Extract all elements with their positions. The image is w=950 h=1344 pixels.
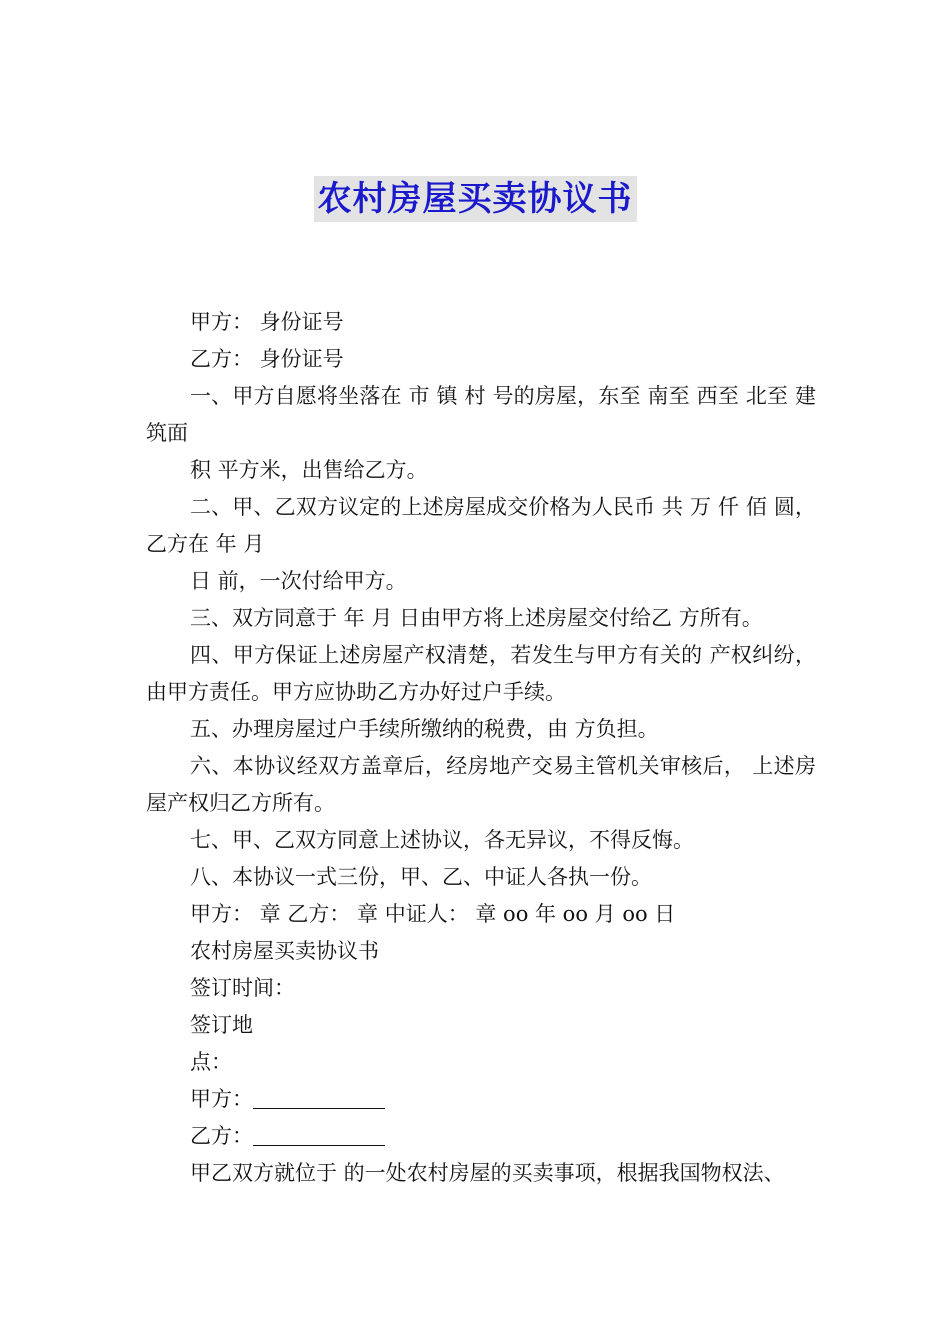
paragraph-clause-3: 三、双方同意于 年 月 日由甲方将上述房屋交付给乙 方所有。 xyxy=(190,606,763,630)
paragraph-signature-line: 甲方： 章 乙方： 章 中证人： 章 oo 年 oo 月 oo 日 xyxy=(190,902,676,926)
paragraph-signing-place: 签订地 xyxy=(190,1013,253,1037)
paragraph-clause-4: 四、甲方保证上述房屋产权清楚，若发生与甲方有关的 产权纠纷，由甲方责任。甲方应协助乙方办好过户手续。 xyxy=(146,643,816,704)
paragraph-clause-1: 一、甲方自愿将坐落在 市 镇 村 号的房屋，东至 南至 西至 北至 建筑面 xyxy=(146,384,816,445)
paragraph-clause-5: 五、办理房屋过户手续所缴纳的税费，由 方负担。 xyxy=(190,717,659,741)
paragraph-signing-place-cont: 点： xyxy=(190,1050,232,1074)
paragraph-party-b-blank xyxy=(146,1118,816,1155)
paragraph-party-b-id: 乙方： 身份证号 xyxy=(190,347,344,371)
paragraph-clause-1-cont: 积 平方米，出售给乙方。 xyxy=(190,458,428,482)
title-container xyxy=(0,176,950,222)
paragraph-signing-time: 签订时间： xyxy=(190,976,295,1000)
paragraph-party-a-id: 甲方： 身份证号 xyxy=(190,310,344,334)
paragraph-clause-7: 七、甲、乙双方同意上述协议，各无异议，不得反悔。 xyxy=(190,828,694,852)
party-a-blank-line xyxy=(253,1086,385,1109)
party-b-blank-line xyxy=(253,1123,385,1146)
document-body xyxy=(146,304,816,1192)
paragraph-clause-6: 六、本协议经双方盖章后，经房地产交易主管机关审核后， 上述房屋产权归乙方所有。 xyxy=(146,754,816,815)
paragraph-clause-2: 二、甲、乙双方议定的上述房屋成交价格为人民币 共 万 仟 佰 圆，乙方在 年 月 xyxy=(146,495,816,556)
paragraph-clause-8: 八、本协议一式三份，甲、乙、中证人各执一份。 xyxy=(190,865,652,889)
paragraph-clause-2-cont: 日 前，一次付给甲方。 xyxy=(190,569,407,593)
paragraph-intro: 甲乙双方就位于 的一处农村房屋的买卖事项，根据我国物权法、 xyxy=(190,1161,785,1185)
document-title: 农村房屋买卖协议书 xyxy=(314,176,637,222)
party-b-label: 乙方： xyxy=(190,1124,253,1148)
paragraph-party-a-blank xyxy=(146,1081,816,1118)
party-a-label: 甲方： xyxy=(190,1087,253,1111)
paragraph-second-title: 农村房屋买卖协议书 xyxy=(190,939,379,963)
